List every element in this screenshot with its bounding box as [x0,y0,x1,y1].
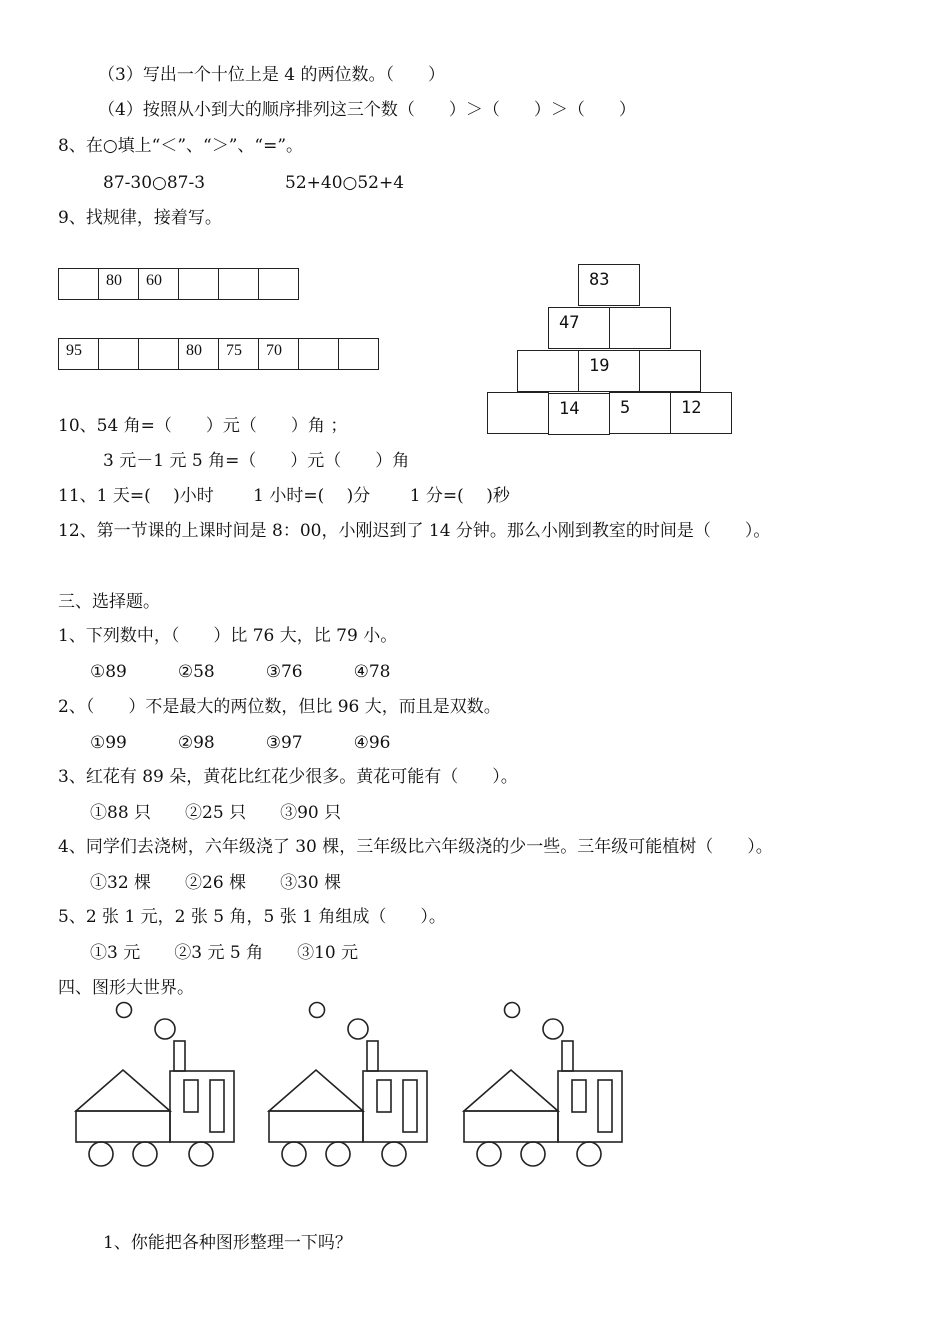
seq2-cell[interactable] [299,338,339,370]
q8-expr-a: 87-30○87-3 [103,173,206,193]
choice-1: 1、下列数中，（ ）比 76 大，比 79 小。 [58,626,398,646]
pyramid-cell[interactable]: 19 [578,350,640,392]
pyramid-cell[interactable] [487,392,549,434]
pyramid-cell[interactable]: 47 [548,307,610,349]
seq1-cell[interactable] [219,268,259,300]
q12: 12、第一节课的上课时间是 8：00，小刚迟到了 14 分钟。那么小刚到教室的时间是（ ）。 [58,521,771,541]
seq2-cell[interactable]: 70 [259,338,299,370]
choice-2-options: ①99 ②98 ③97 ④96 [90,733,391,753]
choice-5-options: ①3 元 ②3 元 5 角 ③10 元 [90,943,359,963]
q10-line-1: 10、54 角=（ ）元（ ）角 ； [58,416,348,436]
seq1-cell[interactable]: 60 [139,268,179,300]
q7-4: （4）按照从小到大的顺序排列这三个数（ ）＞（ ）＞（ ） [98,100,636,120]
section-4-heading: 四、图形大世界。 [58,978,194,998]
pyramid-cell[interactable]: 5 [609,392,671,434]
trains-figure [60,998,660,1173]
sequence-row-2 [58,338,379,370]
section-4-question-1: 1、你能把各种图形整理一下吗？ [103,1233,352,1253]
choice-3: 3、红花有 89 朵，黄花比红花少很多。黄花可能有（ ）。 [58,767,518,787]
q10-line-2: 3 元－1 元 5 角=（ ）元（ ）角 [103,451,410,471]
seq2-cell[interactable]: 95 [59,338,99,370]
seq1-cell[interactable]: 80 [99,268,139,300]
q7-3: （3）写出一个十位上是 4 的两位数。（ ） [98,65,445,85]
pyramid-cell[interactable]: 14 [548,393,610,435]
seq1-cell[interactable] [59,268,99,300]
train-1 [76,1003,234,1167]
seq2-cell[interactable] [99,338,139,370]
seq2-cell[interactable] [139,338,179,370]
section-3-heading: 三、选择题。 [58,592,160,612]
choice-3-options: ①88 只 ②25 只 ③90 只 [90,803,342,823]
seq1-cell[interactable] [179,268,219,300]
pyramid-cell[interactable]: 83 [578,264,640,306]
choice-4-options: ①32 棵 ②26 棵 ③30 棵 [90,873,342,893]
choice-5: 5、2 张 1 元，2 张 5 角，5 张 1 角组成（ ）。 [58,907,446,927]
q8-expr-b: 52+40○52+4 [285,173,405,193]
train-2 [269,1003,427,1167]
pyramid-cell[interactable] [517,350,579,392]
pyramid-cell[interactable] [639,350,701,392]
q9-prompt: 9、找规律，接着写。 [58,208,222,228]
pyramid-cell[interactable] [609,307,671,349]
choice-1-options: ①89 ②58 ③76 ④78 [90,662,391,682]
q8-prompt: 8、在○填上“＜”、“＞”、“=”。 [58,136,304,156]
sequence-row-1 [58,268,299,300]
seq2-cell[interactable] [339,338,379,370]
seq1-cell[interactable] [259,268,299,300]
train-3 [464,1003,622,1167]
seq2-cell[interactable]: 75 [219,338,259,370]
choice-4: 4、同学们去浇树，六年级浇了 30 棵，三年级比六年级浇的少一些。三年级可能植树（ ）。 [58,837,773,857]
pyramid-cell[interactable]: 12 [670,392,732,434]
seq2-cell[interactable]: 80 [179,338,219,370]
q11: 11、1 天=( )小时 1 小时=( )分 1 分=( )秒 [58,486,510,506]
choice-2: 2、（ ）不是最大的两位数，但比 96 大，而且是双数。 [58,697,501,717]
